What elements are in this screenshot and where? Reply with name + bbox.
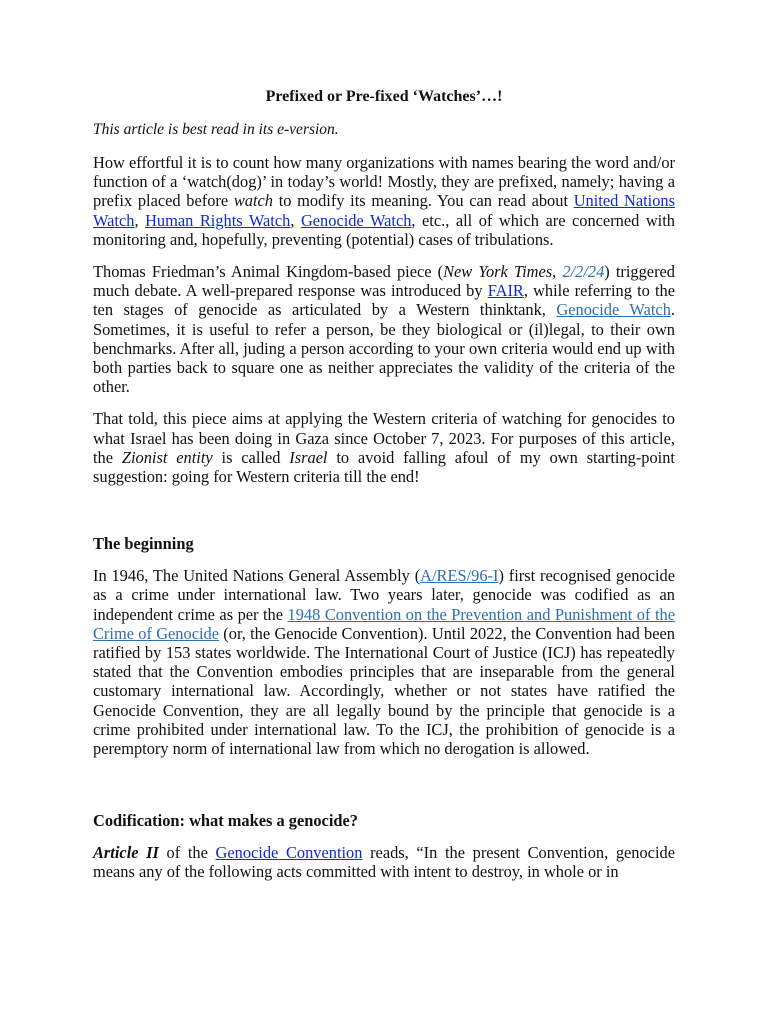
link-genocide-watch-2[interactable]: Genocide Watch: [556, 300, 671, 320]
link-genocide-convention[interactable]: Genocide Convention: [215, 843, 363, 863]
nyt-date: 2/2/24: [562, 262, 605, 282]
spacer: [93, 771, 675, 811]
zionist-entity-term: Zionist entity: [121, 447, 213, 467]
link-1948-convention[interactable]: 1948 Convention on the Prevention and Punishment of the Crime of Genocide: [93, 604, 675, 643]
nyt-citation: New York Times,: [443, 262, 563, 282]
reading-note: This article is best read in its e-version.: [93, 121, 339, 138]
paragraph-article-ii: Article II of the Genocide Convention reads, “In the present Convention, genocide means any of the following acts committed with intent to destroy, in whole or in: [93, 843, 675, 882]
paragraph-friedman: Thomas Friedman’s Animal Kingdom-based piece (New York Times, 2/2/24) triggered much debate. A well-prepared response was introduced by FAIR, while referring to the ten stages of genocide as articulated by a Western thinktank, Genocide Watch. Sometimes, it is useful to refer a person, be they biological or (il)legal, to their own benchmarks. After all, juding a person according to your own criteria would end up with both parties back to square one as neither appreciates the validity of the criteria of the other.: [93, 262, 675, 397]
watch-emphasis: watch: [233, 191, 273, 211]
link-united-nations-watch[interactable]: United Nations Watch: [93, 191, 675, 230]
paragraph-intro: How effortful it is to count how many organizations with names bearing the word and/or function of a ‘watch(dog)’ in today’s world! Mostly, they are prefixed, namely; having a prefix placed before watch to modify its meaning. You can read about United Nations Watch, Human Rights Watch, Genocide Watch, etc., all of which are concerned with monitoring and, hopefully, preventing (potential) cases of tribulations.: [93, 153, 675, 249]
article-ii-label: Article II: [93, 843, 159, 863]
section-heading-codification: Codification: what makes a genocide?: [93, 811, 358, 831]
israel-term: Israel: [289, 447, 328, 467]
link-human-rights-watch[interactable]: Human Rights Watch: [145, 210, 291, 230]
spacer: [93, 499, 675, 534]
document-page: [93, 87, 675, 895]
article-title: Prefixed or Pre-fixed ‘Watches’…!: [265, 88, 503, 105]
link-genocide-watch[interactable]: Genocide Watch: [300, 210, 412, 230]
paragraph-scope: That told, this piece aims at applying the Western criteria of watching for genocides to what Israel has been doing in Gaza since October 7, 2023. For purposes of this article, the Zionist entity is called Israel to avoid falling afoul of my own starting-point suggestion: going for Western criteria till the end!: [93, 409, 675, 487]
link-a-res-96-i[interactable]: A/RES/96-I: [420, 566, 499, 586]
paragraph-beginning: In 1946, The United Nations General Assembly (A/RES/96-I) first recognised genocide as a crime under international law. Two years later, genocide was codified as an independent crime as per the 1948 Convention on the Prevention and Punishment of the Crime of Genocide (or, the Genocide Convention). Until 2022, the Convention had been ratified by 153 states worldwide. The International Court of Justice (ICJ) has repeatedly stated that the Convention embodies principles that are inseparable from the general customary international law. Accordingly, whether or not states have ratified the Genocide Convention, they are all legally bound by the principle that genocide is a crime prohibited under international law. To the ICJ, the prohibition of genocide is a peremptory norm of international law from which no derogation is allowed.: [93, 566, 675, 759]
link-fair[interactable]: FAIR: [487, 281, 524, 301]
section-heading-beginning: The beginning: [93, 534, 194, 554]
